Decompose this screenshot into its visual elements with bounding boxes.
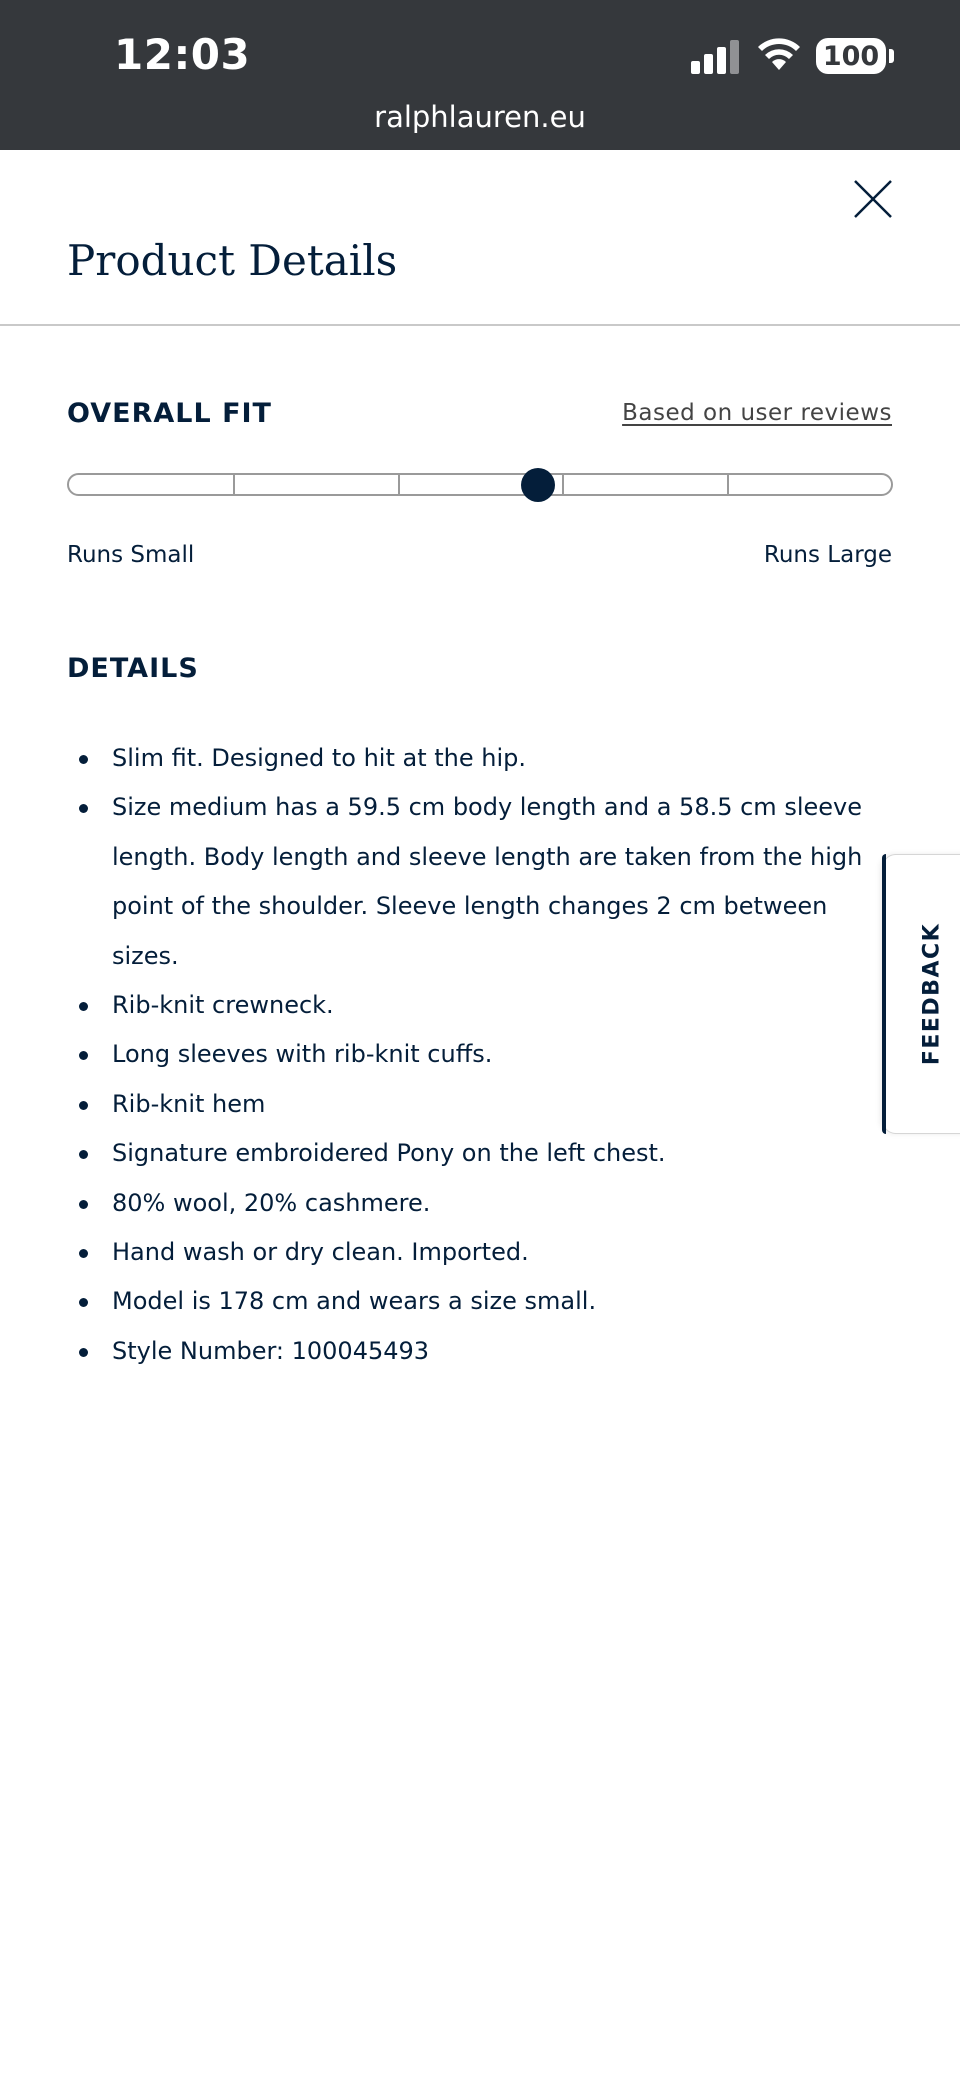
- battery-icon: [816, 38, 886, 74]
- fit-scale-tick: [727, 475, 729, 494]
- detail-item: Style Number: 100045493: [67, 1327, 867, 1376]
- close-icon[interactable]: [850, 176, 896, 222]
- detail-item: Size medium has a 59.5 cm body length and a 58.5 cm sleeve length. Body length and sleeve length are taken from the high point of the shoulder. Sleeve length changes 2 cm between sizes.: [67, 783, 867, 981]
- wifi-icon: [756, 36, 802, 72]
- fit-scale-tick: [562, 475, 564, 494]
- detail-item: Signature embroidered Pony on the left chest.: [67, 1129, 867, 1178]
- detail-item: Hand wash or dry clean. Imported.: [67, 1228, 867, 1277]
- battery-level: 100: [822, 40, 880, 72]
- runs-large-label: Runs Large: [763, 542, 892, 568]
- details-list: [67, 734, 867, 1376]
- fit-indicator: [521, 468, 555, 502]
- header-divider: [0, 324, 960, 326]
- overall-fit-heading: OVERALL FIT: [67, 398, 272, 429]
- detail-item: Long sleeves with rib-knit cuffs.: [67, 1030, 867, 1079]
- page-title: Product Details: [67, 236, 398, 285]
- detail-item: Rib-knit hem: [67, 1080, 867, 1129]
- fit-scale-tick: [233, 475, 235, 494]
- based-on-reviews-link[interactable]: Based on user reviews: [622, 400, 892, 426]
- runs-small-label: Runs Small: [67, 542, 195, 568]
- detail-item: Rib-knit crewneck.: [67, 981, 867, 1030]
- battery-tip: [889, 49, 894, 63]
- url-bar[interactable]: ralphlauren.eu: [374, 100, 586, 134]
- detail-item: Slim fit. Designed to hit at the hip.: [67, 734, 867, 783]
- fit-scale-track: [67, 473, 893, 496]
- status-time: 12:03: [114, 30, 251, 79]
- cellular-signal-icon: [691, 40, 741, 74]
- feedback-label[interactable]: FEEDBACK: [919, 922, 945, 1066]
- fit-scale-tick: [398, 475, 400, 494]
- detail-item: Model is 178 cm and wears a size small.: [67, 1277, 867, 1326]
- details-heading: DETAILS: [67, 653, 199, 684]
- feedback-tab-edge: [882, 854, 886, 1134]
- detail-item: 80% wool, 20% cashmere.: [67, 1179, 867, 1228]
- status-bar: [0, 0, 960, 150]
